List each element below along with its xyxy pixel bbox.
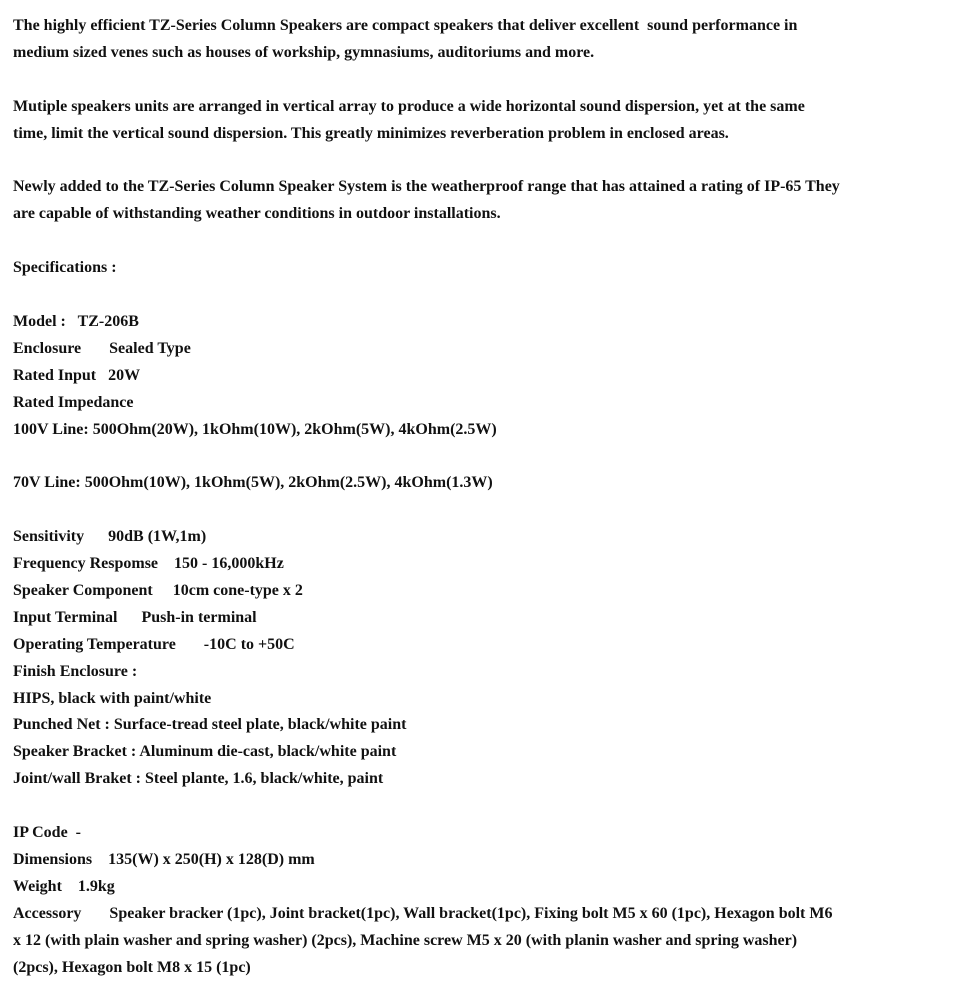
spec-100v-line: 100V Line: 500Ohm(20W), 1kOhm(10W), 2kOhm(5W), 4kOhm(2.5W) — [13, 420, 497, 438]
spec-finish-enclosure: Finish Enclosure : — [13, 662, 138, 680]
spec-model: Model : TZ-206B — [13, 312, 139, 330]
spec-dimensions: Dimensions 135(W) x 250(H) x 128(D) mm — [13, 850, 315, 868]
text-line: The highly efficient TZ-Series Column Speakers are compact speakers that deliver excellent sound performance in — [13, 17, 798, 34]
spacer — [13, 282, 947, 309]
spec-rated-input: Rated Input 20W — [13, 366, 141, 384]
spec-accessory-continued: x 12 (with plain washer and spring washer) (2pcs), Machine screw M5 x 20 (with planin washer and spring washer) — [13, 931, 798, 949]
intro-paragraph-1 — [13, 13, 947, 67]
spec-weight: Weight 1.9kg — [13, 877, 115, 895]
specifications-heading: Specifications : — [13, 259, 117, 277]
spec-joint-wall-bracket: Joint/wall Braket : Steel plante, 1.6, black/white, paint — [13, 770, 384, 788]
text-line: are capable of withstanding weather conditions in outdoor installations. — [13, 205, 501, 223]
spec-operating-temperature: Operating Temperature -10C to +50C — [13, 635, 295, 653]
spec-accessory: Accessory Speaker bracker (1pc), Joint bracket(1pc), Wall bracket(1pc), Fixing bolt M5 x 60 (1pc), Hexagon bolt M6 — [13, 904, 833, 922]
spacer — [13, 148, 947, 175]
spec-input-terminal: Input Terminal Push-in terminal — [13, 608, 257, 626]
spec-sensitivity: Sensitivity 90dB (1W,1m) — [13, 528, 207, 546]
spec-ip-code: IP Code - — [13, 824, 81, 842]
spacer — [13, 793, 947, 820]
text-line: time, limit the vertical sound dispersion. This greatly minimizes reverberation problem in enclosed areas. — [13, 124, 729, 142]
spacer — [13, 497, 947, 524]
text-line: Mutiple speakers units are arranged in vertical array to produce a wide horizontal sound dispersion, yet at the same — [13, 97, 805, 115]
spacer — [13, 67, 947, 94]
specifications-list — [13, 309, 947, 982]
text-line: Newly added to the TZ-Series Column Speaker System is the weatherproof range that has attained a rating of IP-65 They — [13, 178, 840, 196]
spec-speaker-bracket: Speaker Bracket : Aluminum die-cast, black/white paint — [13, 743, 397, 761]
spec-70v-line: 70V Line: 500Ohm(10W), 1kOhm(5W), 2kOhm(2.5W), 4kOhm(1.3W) — [13, 474, 493, 492]
spec-hips: HIPS, black with paint/white — [13, 689, 212, 707]
spec-speaker-component: Speaker Component 10cm cone-type x 2 — [13, 581, 303, 599]
spacer — [13, 228, 947, 255]
spec-rated-impedance: Rated Impedance — [13, 393, 134, 411]
spec-enclosure: Enclosure Sealed Type — [13, 339, 191, 357]
text-line: medium sized venes such as houses of workship, gymnasiums, auditoriums and more. — [13, 43, 595, 61]
spec-accessory-continued: (2pcs), Hexagon bolt M8 x 15 (1pc) — [13, 958, 251, 976]
intro-paragraph-2 — [13, 94, 947, 148]
spec-punched-net: Punched Net : Surface-tread steel plate, black/white paint — [13, 716, 407, 734]
spec-frequency-response: Frequency Respomse 150 - 16,000kHz — [13, 555, 284, 573]
intro-paragraph-3 — [13, 174, 947, 228]
spacer — [13, 443, 947, 470]
